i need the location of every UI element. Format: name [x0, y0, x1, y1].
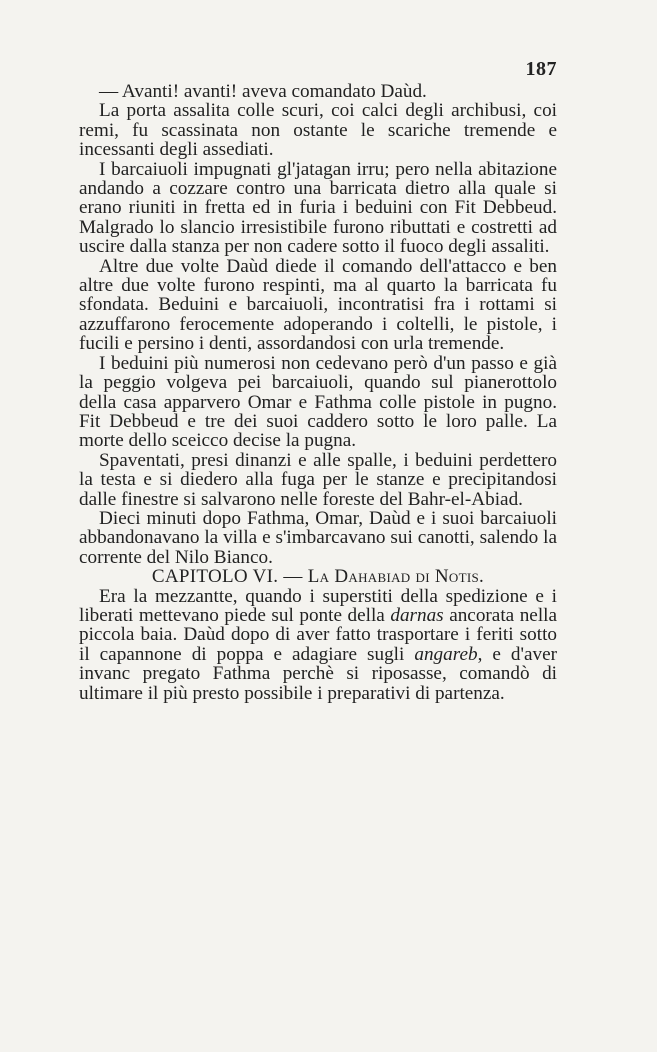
paragraph: Dieci minuti dopo Fathma, Omar, Daùd e i suoi barcaiuoli abbandonavano la villa e s'imbarcavano sui canotti, salendo la corrente del Nilo Bianco. — [79, 507, 557, 568]
paragraph: Spaventati, presi dinanzi e alle spalle, i beduini perdettero la testa e si diedero alla fuga per le stanze e precipitandosi dalle finestre si salvarono nelle foreste del Bahr-el-Abiad. — [79, 449, 557, 510]
paragraph: La porta assalita colle scuri, coi calci degli archibusi, coi remi, fu scassinata non ostante le scariche tremende e incessanti degli assediati. — [79, 100, 557, 161]
chapter-label: CAPITOLO VI. — [151, 566, 279, 588]
paragraph: — Avanti! avanti! aveva comandato Daùd. — [99, 81, 427, 102]
page-body — [79, 82, 557, 703]
page-number: 187 — [525, 58, 557, 80]
italic-term: angareb — [414, 643, 478, 665]
paragraph — [79, 587, 557, 703]
paragraph: I barcaiuoli impugnati gl'jatagan irru; pero nella abitazione andando a cozzare contro una barricata dietro alla quale si erano riuniti in fretta ed in furia i beduini con Fit Debbeud. Malgrado lo slancio irresistibile furono ributtati e costretti ad uscire dalla stanza per non cadere sotto il fuoco degli assaliti. — [79, 158, 557, 258]
italic-term: darnas — [390, 604, 444, 626]
text-run: Era la mezzantte, quando i superstiti della spedizione e i liberati mettevano piede sul ponte della — [79, 585, 557, 626]
paragraph: I beduini più numerosi non cedevano però d'un passo e già la peggio volgeva pei barcaiuoli, quando sul pianerottolo della casa apparvero Omar e Fathma colle pistole in pugno. Fit Debbeud e tre dei suoi caddero sotto le loro palle. La morte dello sceicco decise la pugna. — [79, 352, 557, 452]
text-run: ancorata nella piccola baia. Daùd dopo di aver fatto trasportare i feriti sotto il capannone di poppa e adagiare sugli — [79, 604, 557, 665]
chapter-dash: — — [283, 566, 303, 588]
chapter-title: La Dahabiad di Notis. — [307, 566, 485, 588]
chapter-heading — [79, 567, 557, 586]
paragraph: Altre due volte Daùd diede il comando dell'attacco e ben altre due volte furono respinti, ma al quarto la barricata fu sfondata. Beduini e barcaiuoli, incontratisi fra i rottami si azzuffarono ferocemente adoperando i coltelli, le pistole, i fucili e persino i denti, assordandosi con urla tremende. — [79, 255, 557, 355]
text-run: , e d'aver invanc pregato Fathma perchè si riposasse, comandò di ultimare il più presto possibile i preparativi di partenza. — [79, 643, 557, 704]
